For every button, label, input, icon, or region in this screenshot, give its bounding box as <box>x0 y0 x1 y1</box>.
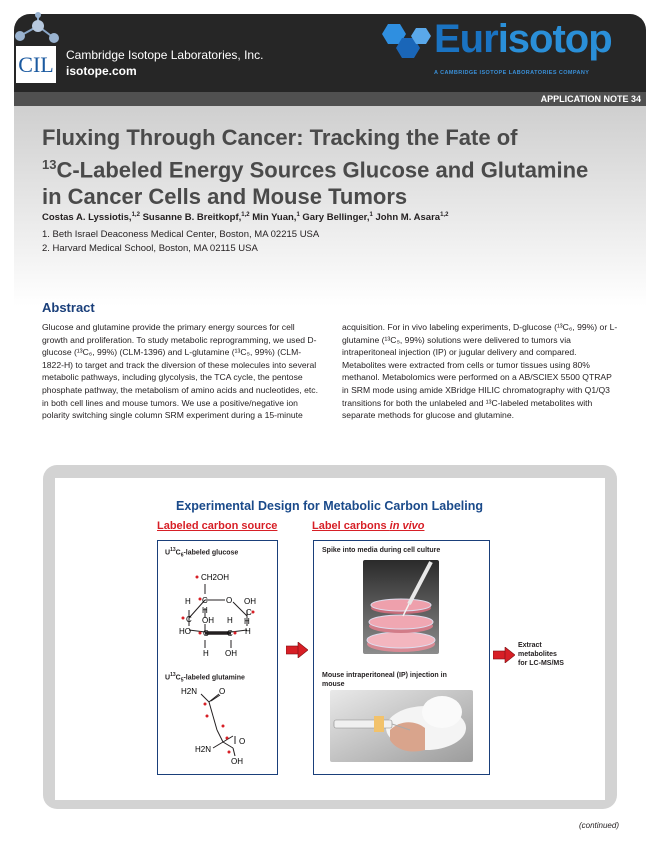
glutamine-label-sup: 13 <box>170 672 176 678</box>
o-atom: O <box>239 737 246 746</box>
label-dot <box>234 632 237 635</box>
author-affiliation-sup: 1,2 <box>241 212 250 218</box>
affiliation-2: 2. Harvard Medical School, Boston, MA 02115 USA <box>42 243 258 254</box>
glucose-structure <box>157 560 276 665</box>
glucose-label <box>165 547 238 559</box>
continued-note: (continued) <box>578 821 619 830</box>
oh-group: OH <box>202 616 214 625</box>
labeled-carbon-source-heading: Labeled carbon source <box>157 520 278 532</box>
label-carbons-italic: in vivo <box>389 520 425 532</box>
h-atom: H <box>245 627 251 636</box>
author-name: Min Yuan, <box>252 212 297 224</box>
h-atom: H <box>227 616 233 625</box>
h-atom: H <box>203 649 209 658</box>
eurisotop-logo <box>434 17 612 62</box>
mouse-injection-photo <box>330 690 473 762</box>
c-atom: C <box>186 615 192 624</box>
brand-suffix: isotop <box>497 17 612 61</box>
label-dot <box>222 725 225 728</box>
c-atom: C <box>203 629 209 638</box>
title-line-1: Fluxing Through Cancer: Tracking the Fate of <box>42 125 518 150</box>
eurisotop-hexagon-icon <box>378 22 434 62</box>
h-atom: H <box>244 617 250 626</box>
author-affiliation-sup: 1 <box>296 212 300 218</box>
glucose-label-u: U <box>165 549 171 557</box>
glutamine-label-text: -labeled glutamine <box>183 674 245 682</box>
o-atom: O <box>226 596 233 605</box>
abstract-column-1: Glucose and glutamine provide the primary energy sources for cell growth and proliferation. To study metabolic reprogramming, we used D-glucose (¹³C₆, 99%) (CLM-1396) and L-glutamine (¹³C₅, 99%) (CLM-1822-H) to target and track the diversion of these molecules into several metabolic pathways, including glycolysis, the TCA cycle, the pentose phosphate pathway, the metabolism of amino acids and nucleotides, etc. in both cell lines and mouse tumors. We use a positive/negative ion polarity switching single column SRM experiment during a 15-minute <box>42 322 318 421</box>
oh-group: OH <box>225 649 237 658</box>
h-atom: H <box>202 606 208 615</box>
author-affiliation-sup: 1,2 <box>131 212 140 218</box>
c-atom: C <box>246 608 252 617</box>
abstract-heading: Abstract <box>42 300 95 315</box>
oh-group: OH <box>231 757 243 766</box>
c-atom: C <box>227 629 233 638</box>
brand-prefix: Eur <box>434 17 498 61</box>
extract-label-line-1: Extract <box>518 642 542 649</box>
h2n-group: H2N <box>195 745 212 754</box>
arrow-right-icon <box>286 642 308 658</box>
title-line-2 <box>42 151 622 183</box>
label-dot <box>252 611 255 614</box>
author-affiliation-sup: 1,2 <box>440 212 449 218</box>
extract-label-line-3: for LC-MS/MS <box>518 660 564 667</box>
label-carbons-heading <box>312 520 424 532</box>
o-atom: O <box>219 687 226 696</box>
title-line-2-text: C-Labeled Energy Sources Glucose and Glutamine <box>56 157 589 183</box>
arrow-right-icon <box>493 647 515 663</box>
title-line-3: in Cancer Cells and Mouse Tumors <box>42 184 408 210</box>
author-name: John M. Asara <box>375 212 441 224</box>
ip-injection-label: Mouse intraperitoneal (IP) injection in mouse <box>322 672 447 688</box>
label-dot <box>199 632 202 635</box>
abstract-column-2: acquisition. For in vivo labeling experiments, D-glucose (¹³C₆, 99%) or L-glutamine (¹³C₅, 99%) solutions were delivered to tumors via intraperitoneal injection (IP) or jugular delivery and compared. Metabolites were extracted from cells or tumor tissues using 80% methanol. Metabolomics were performed on a AB/SCIEX 5500 QTRAP in SRM mode using amide XBridge HILIC chromatography with Q1/Q3 transitions for both the unlabeled and ¹³C-labeled metabolites with separate methods for glucose and glutamine. <box>342 322 618 421</box>
glutamine-label-sub: 5 <box>180 677 184 684</box>
label-dot <box>199 598 202 601</box>
h-atom: H <box>185 597 191 606</box>
title-sup: 13 <box>42 157 57 172</box>
paper-title <box>42 124 622 210</box>
label-dot <box>206 715 209 718</box>
glutamine-structure <box>157 682 276 772</box>
spike-label: Spike into media during cell culture <box>322 547 441 554</box>
author-name: Gary Bellinger, <box>302 212 370 224</box>
affiliation-1: 1. Beth Israel Deaconess Medical Center, Boston, MA 02215 USA <box>42 229 320 240</box>
oh-group: OH <box>244 597 256 606</box>
author-name: Susanne B. Breitkopf, <box>142 212 242 224</box>
label-carbons-prefix: Label carbons <box>312 520 390 532</box>
cell-culture-photo <box>363 560 439 654</box>
website-link[interactable]: isotope.com <box>66 64 137 78</box>
ho-group: HO <box>179 627 191 636</box>
author-affiliation-sup: 1 <box>369 212 373 218</box>
cil-logo: CIL <box>16 46 56 83</box>
glucose-label-c: C <box>175 549 181 557</box>
author-name: Costas A. Lyssiotis, <box>42 212 132 224</box>
c-atom: C <box>202 596 208 605</box>
glucose-label-sub: 6 <box>180 552 184 559</box>
extract-label-line-2: metabolites <box>518 651 557 658</box>
label-dot <box>228 751 231 754</box>
label-dot <box>204 703 207 706</box>
extract-label <box>518 641 564 668</box>
figure-title: Experimental Design for Metabolic Carbon Labeling <box>176 499 483 513</box>
company-name: Cambridge Isotope Laboratories, Inc. <box>66 48 264 62</box>
label-dot <box>196 576 199 579</box>
label-dot <box>226 737 229 740</box>
author-list <box>42 212 448 223</box>
ch2oh-text: CH2OH <box>201 573 230 582</box>
glutamine-label-u: U <box>165 674 171 682</box>
glutamine-label-c: C <box>175 674 181 682</box>
glucose-label-text: -labeled glucose <box>183 549 239 557</box>
brand-tagline: A CAMBRIDGE ISOTOPE LABORATORIES COMPANY <box>434 70 590 76</box>
application-note-label: APPLICATION NOTE 34 <box>540 94 641 104</box>
h2n-group: H2N <box>181 687 198 696</box>
glucose-label-sup: 13 <box>170 547 176 553</box>
label-dot <box>182 617 185 620</box>
